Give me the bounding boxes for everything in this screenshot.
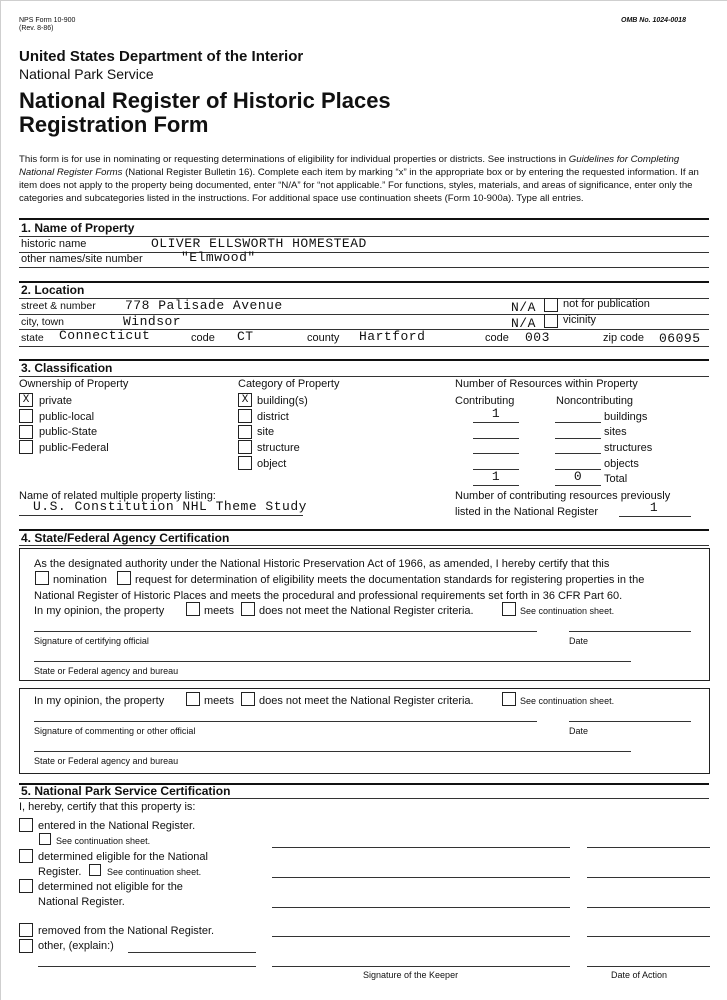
objects-label: objects [604,458,639,470]
total-contributing[interactable]: 1 [491,469,501,484]
form-title-line2: Registration Form [19,112,209,137]
instructions-text-1: This form is for use in nominating or requesting determinations of eligibility for individual properties or districts. See instructions in [19,154,569,165]
city-na: N/A [511,316,536,331]
does-not-meet2-checkbox[interactable] [241,692,255,706]
category-district-checkbox[interactable] [238,409,252,423]
section5-title-rule [19,798,709,799]
section4-title-rule [19,545,709,546]
category-object-checkbox[interactable] [238,456,252,470]
other-signature-line[interactable] [272,966,570,967]
see-continuation2-label: See continuation sheet. [520,696,615,706]
does-not-meet-checkbox[interactable] [241,602,255,616]
form-title-line1: National Register of Historic Places [19,88,391,113]
buildings-contributing[interactable]: 1 [491,406,501,421]
other-names-rule [19,267,709,268]
category-object-label: object [257,458,287,470]
meets-checkbox[interactable] [186,602,200,616]
does-not-meet2-label: does not meet the National Register criteria. [259,695,474,707]
not-eligible-date-line[interactable] [587,907,710,908]
does-not-meet-label: does not meet the National Register criteria. [259,605,474,617]
not-for-publication-label: not for publication [563,298,650,310]
signature-keeper-label: Signature of the Keeper [363,970,459,980]
section1-top-rule [19,218,709,220]
entered-signature-line[interactable] [272,847,570,848]
category-buildings-label: building(s) [257,395,308,407]
agency-bureau2-label: State or Federal agency and bureau [34,756,179,766]
nomination-checkbox[interactable] [35,571,49,585]
street-field[interactable]: 778 Palisade Avenue [125,298,283,313]
total-noncontributing[interactable]: 0 [573,469,583,484]
category-district-label: district [257,411,289,423]
ownership-public-state-checkbox[interactable] [19,425,33,439]
other-checkbox[interactable] [19,939,33,953]
ownership-public-federal-checkbox[interactable] [19,440,33,454]
eligible-label-1: determined eligible for the National [38,851,208,863]
cert-line-1: As the designated authority under the National Historic Preservation Act of 1966, as amended, I hereby certify that this [34,558,610,570]
multiple-listing-rule [19,515,303,516]
structures-contributing-rule [473,453,519,454]
instructions-text-2: (National Register Bulletin 16). Complete each item by marking “x” in the appropriate box or by entering the requested information. If an item does not apply to the property being documented, enter “N/A” for “not applicable.” For functions, styles, materials, and areas of significance, enter only the categories and subcategories listed in the instructions. For additional space use continuation sheets (Form 10-900a). Type all entries. [19,167,699,204]
state-rule [19,346,709,347]
ownership-private-checkbox[interactable]: X [19,393,33,407]
category-structure-label: structure [257,442,300,454]
buildings-noncontributing-rule [555,422,601,423]
form-number [19,17,75,33]
omb-number: OMB No. 1024-0018 [621,17,686,24]
other-names-label: other names/site number [21,253,143,265]
noncontributing-heading: Noncontributing [556,395,634,407]
category-site-checkbox[interactable] [238,425,252,439]
other-explain-line-2[interactable] [38,966,256,967]
see-continuation-label: See continuation sheet. [520,606,615,616]
sites-contributing-rule [473,438,519,439]
entered-date-line[interactable] [587,847,710,848]
entered-label: entered in the National Register. [38,820,196,832]
other-label: other, (explain:) [38,940,114,952]
total-contributing-rule [473,485,519,486]
agency-bureau2-line[interactable] [34,751,631,752]
section4-title: 4. State/Federal Agency Certification [21,531,230,545]
street-na: N/A [511,300,536,315]
instructions-paragraph [19,153,709,205]
eligible-checkbox[interactable] [19,849,33,863]
structures-label: structures [604,442,653,454]
city-label: city, town [21,316,64,328]
ownership-private-label: private [39,395,73,407]
cert-line-3: National Register of Historic Places and meets the procedural and professional requirements set forth in 36 CFR Part 60. [34,590,623,602]
county-label: county [307,332,340,344]
keeper-intro: I, hereby, certify that this property is: [19,801,196,813]
other-explain-line[interactable] [128,952,256,953]
request-determination-checkbox[interactable] [117,571,131,585]
date-commenting-label: Date [569,726,589,736]
request-determination-label: request for determination of eligibility meets the documentation standards for registering properties in the [135,574,645,586]
signature-certifying-line[interactable] [34,631,537,632]
not-eligible-checkbox[interactable] [19,879,33,893]
vicinity-checkbox[interactable] [544,314,558,328]
section3-top-rule [19,359,709,361]
removed-date-line[interactable] [587,936,710,937]
state-code-field[interactable]: CT [237,329,254,344]
contributing-heading: Contributing [455,395,515,407]
eligible-signature-line[interactable] [272,877,570,878]
form-title [19,89,391,137]
not-for-publication-checkbox[interactable] [544,298,558,312]
previously-listed-label-2: listed in the National Register [455,506,599,518]
total-noncontributing-rule [555,485,601,486]
previously-listed-rule [619,516,691,517]
form-number-text: NPS Form 10-900 [19,17,76,24]
section3-title: 3. Classification [21,361,113,375]
street-label: street & number [21,300,96,312]
state-field[interactable]: Connecticut [59,328,151,343]
removed-signature-line[interactable] [272,936,570,937]
vicinity-label: vicinity [563,314,597,326]
sites-label: sites [604,426,627,438]
city-field[interactable]: Windsor [123,314,182,329]
ownership-public-local-checkbox[interactable] [19,409,33,423]
category-buildings-checkbox[interactable]: X [238,393,252,407]
county-code-field[interactable]: 003 [525,330,550,345]
date-certifying-line[interactable] [569,631,691,632]
section2-top-rule [19,281,709,283]
other-date-line[interactable] [587,966,710,967]
section2-title: 2. Location [21,283,85,297]
total-label: Total [604,473,628,485]
previously-listed-field[interactable]: 1 [649,500,659,515]
opinion-prefix: In my opinion, the property [34,605,165,617]
county-code-label: code [485,332,509,344]
date-certifying-label: Date [569,636,589,646]
eligible-label-2: Register. [38,866,82,878]
date-of-action-label: Date of Action [611,970,668,980]
instructions-guidelines-title: Guidelines for Completing National Register Forms [19,154,680,178]
removed-label: removed from the National Register. [38,925,215,937]
entered-see-continuation-checkbox[interactable] [39,833,51,845]
signature-certifying-label: Signature of certifying official [34,636,149,646]
multiple-listing-field[interactable]: U.S. Constitution NHL Theme Study [33,499,307,514]
structures-noncontributing-rule [555,453,601,454]
sites-noncontributing-rule [555,438,601,439]
nomination-label: nomination [53,574,107,586]
ownership-heading: Ownership of Property [19,378,129,390]
buildings-label: buildings [604,411,648,423]
multiple-listing-label: Name of related multiple property listing: [19,490,216,502]
form-revision-text: (Rev. 8-86) [19,25,54,32]
buildings-contributing-rule [473,422,519,423]
eligible-date-line[interactable] [587,877,710,878]
meets2-label: meets [204,695,234,707]
state-label: state [21,332,44,344]
zip-field[interactable]: 06095 [659,331,701,346]
see-continuation2-checkbox[interactable] [502,692,516,706]
historic-name-label: historic name [21,238,87,250]
meets2-checkbox[interactable] [186,692,200,706]
section3-title-rule [19,376,709,377]
not-eligible-label-2: National Register. [38,896,125,908]
other-names-field[interactable]: "Elmwood" [181,250,256,265]
eligible-see-continuation-checkbox[interactable] [89,864,101,876]
resources-heading: Number of Resources within Property [455,378,638,390]
historic-name-field[interactable]: OLIVER ELLSWORTH HOMESTEAD [151,236,367,251]
not-eligible-signature-line[interactable] [272,907,570,908]
opinion2-prefix: In my opinion, the property [34,695,165,707]
signature-commenting-label: Signature of commenting or other official [34,726,196,736]
previously-listed-label-1: Number of contributing resources previously [455,490,671,502]
signature-commenting-line[interactable] [34,721,537,722]
entered-checkbox[interactable] [19,818,33,832]
state-code-label: code [191,332,215,344]
category-heading: Category of Property [238,378,340,390]
entered-see-continuation-label: See continuation sheet. [56,836,151,846]
agency-name: National Park Service [19,66,154,82]
ownership-public-state-label: public-State [39,426,98,438]
county-field[interactable]: Hartford [359,329,426,344]
category-structure-checkbox[interactable] [238,440,252,454]
removed-checkbox[interactable] [19,923,33,937]
date-commenting-line[interactable] [569,721,691,722]
agency-bureau-label: State or Federal agency and bureau [34,666,179,676]
agency-bureau-line[interactable] [34,661,631,662]
department-name: United States Department of the Interior [19,48,304,65]
eligible-see-continuation-label: See continuation sheet. [107,867,202,877]
not-eligible-label-1: determined not eligible for the [38,881,183,893]
section1-title: 1. Name of Property [21,221,135,235]
ownership-public-local-label: public-local [39,411,95,423]
section5-title: 5. National Park Service Certification [21,784,231,798]
category-site-label: site [257,426,275,438]
ownership-public-federal-label: public-Federal [39,442,109,454]
see-continuation-checkbox[interactable] [502,602,516,616]
zip-label: zip code [603,332,644,344]
meets-label: meets [204,605,234,617]
